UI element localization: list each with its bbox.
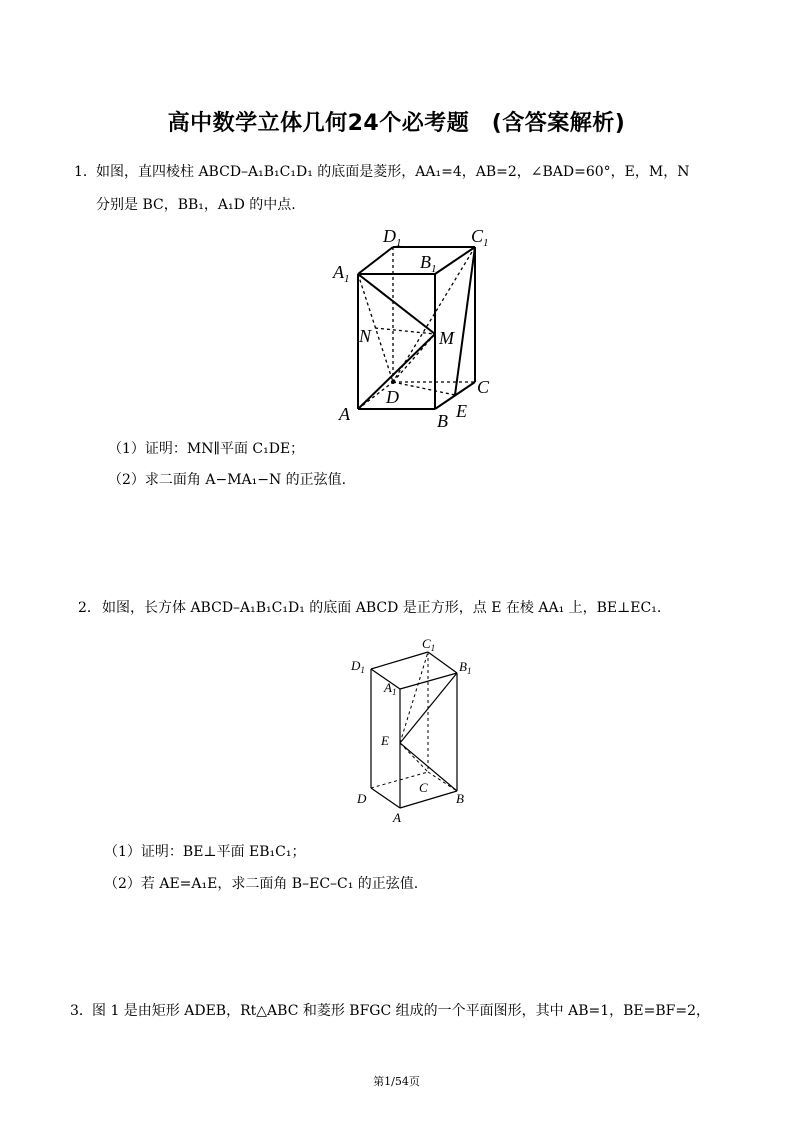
label-M: M <box>439 328 454 348</box>
hidden-edge-C-B <box>428 772 457 791</box>
hidden-segment-E-C1 <box>400 652 428 743</box>
edge-C1-B1 <box>428 652 457 673</box>
label-B1: $B_1$ <box>459 659 472 676</box>
label-N: N <box>359 326 372 346</box>
page-number: 第1/54页 <box>373 1075 420 1088</box>
segment-A1-M <box>358 274 435 334</box>
edge-D1-C1 <box>371 652 428 669</box>
problem-2-part-2: （2）若 AE=A₁E，求二面角 B–EC–C₁ 的正弦值. <box>104 876 419 892</box>
hidden-segment-E-C <box>400 743 428 772</box>
segment-C1-E <box>455 247 475 395</box>
hidden-segment-N-M <box>375 328 435 334</box>
label-D1: $D_1$ <box>351 658 365 675</box>
label-C: C <box>419 780 428 795</box>
hidden-segment-D-M <box>393 334 435 382</box>
edge-B1-C1 <box>435 247 475 274</box>
label-E: E <box>381 733 389 748</box>
label-D1: $D_1$ <box>383 226 402 249</box>
edge-B-C <box>435 382 475 409</box>
problem-1-number: 1． <box>74 164 97 180</box>
label-C1: $C_1$ <box>471 226 489 249</box>
problem-1-part-1: （1）证明：MN∥平面 C₁DE； <box>108 441 305 457</box>
label-B1: $B_1$ <box>420 252 437 275</box>
label-A: A <box>393 810 401 825</box>
problem-1-part-2: （2）求二面角 A−MA₁−N 的正弦值. <box>108 472 347 488</box>
problem-2-number: 2． <box>78 600 101 616</box>
problem-1-figure <box>325 222 505 434</box>
page-title: 高中数学立体几何24个必考题 (含答案解析) <box>167 111 626 136</box>
label-C1: $C_1$ <box>422 636 436 653</box>
label-D: D <box>386 387 399 407</box>
edge-A1-D1 <box>358 247 393 274</box>
edge-A1-B1 <box>400 673 457 689</box>
label-B: B <box>456 791 464 806</box>
label-C: C <box>477 377 490 397</box>
label-B: B <box>437 411 448 431</box>
label-E: E <box>456 401 467 421</box>
problem-1-statement-line-2: 分别是 BC，BB₁，A₁D 的中点. <box>96 197 296 213</box>
hidden-segment-D-E <box>393 382 455 395</box>
edge-A-B <box>400 791 457 808</box>
label-A: A <box>339 404 350 424</box>
problem-3-statement-line-1: 图 1 是由矩形 ADEB，Rt△ABC 和菱形 BFGC 组成的一个平面图形，其中 AB=1，BE=BF=2， <box>92 1003 711 1019</box>
point-D <box>391 380 395 384</box>
problem-1-statement-line-1: 如图，直四棱柱 ABCD–A₁B₁C₁D₁ 的底面是菱形，AA₁=4，AB=2，∠BAD=60°，E，M，N <box>96 164 690 180</box>
label-A1: $A_1$ <box>384 680 397 697</box>
label-A1: $A_1$ <box>333 262 350 285</box>
problem-2-part-1: （1）证明：BE⊥平面 EB₁C₁； <box>104 844 306 860</box>
problem-2-statement-line-1: 如图，长方体 ABCD–A₁B₁C₁D₁ 的底面 ABCD 是正方形，点 E 在棱 AA₁ 上，BE⊥EC₁. <box>102 600 662 616</box>
label-D: D <box>357 791 367 806</box>
edge-D-A <box>371 788 400 808</box>
problem-2-figure <box>345 635 480 827</box>
problem-3-number: 3． <box>70 1003 93 1019</box>
